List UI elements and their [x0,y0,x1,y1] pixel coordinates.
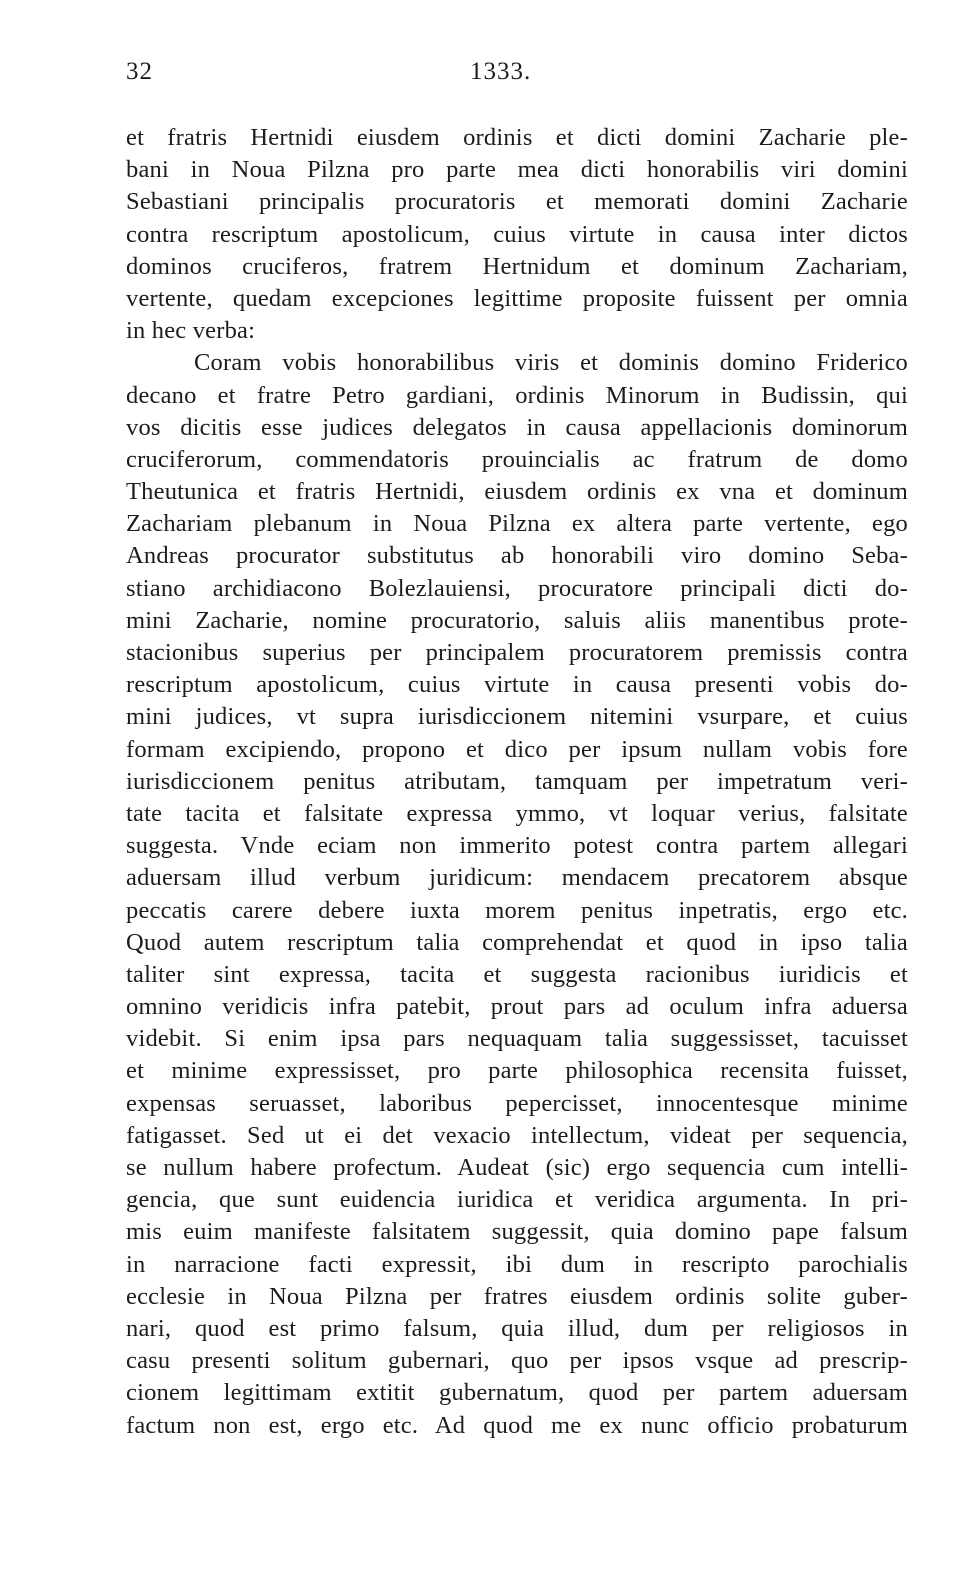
text-line: in narracione facti expressit, ibi dum in rescripto parochialis [126,1250,908,1278]
text-line: in hec verba: [126,317,256,345]
text-line: factum non est, ergo etc. Ad quod me ex nunc officio probaturum [126,1411,908,1439]
text-line: rescriptum apostolicum, cuius virtute in causa presenti vobis do- [126,671,908,699]
body-text [126,122,908,1442]
text-line: expensas seruasset, laboribus pepercisset, innocentesque minime [126,1089,908,1117]
text-line: et minime expressisset, pro parte philosophica recensita fuisset, [126,1057,908,1085]
text-line: mis euim manifeste falsitatem suggessit, quia domino pape falsum [126,1218,908,1246]
text-line: dominos cruciferos, fratrem Hertnidum et dominum Zachariam, [126,252,908,280]
running-head-year: 1333. [470,58,532,85]
text-line: Sebastiani principalis procuratoris et memorati domini Zacharie [126,188,908,216]
text-line: stacionibus superius per principalem procuratorem premissis contra [126,639,908,666]
text-line: fatigasset. Sed ut ei det vexacio intellectum, videat per sequencia, [126,1121,908,1149]
text-line: Quod autem rescriptum talia comprehendat et quod in ipso talia [126,928,908,956]
text-line: se nullum habere profectum. Audeat (sic) ergo sequencia cum intelli- [126,1154,908,1181]
text-line: omnino veridicis infra patebit, prout pars ad oculum infra aduersa [126,993,908,1021]
text-line: iurisdiccionem penitus atributam, tamquam per impetratum veri- [126,767,908,795]
text-line: ecclesie in Noua Pilzna per fratres eiusdem ordinis solite guber- [126,1282,908,1310]
text-line: Theutunica et fratris Hertnidi, eiusdem ordinis ex vna et dominum [126,478,908,506]
text-line: contra rescriptum apostolicum, cuius virtute in causa inter dictos [126,220,908,248]
paragraph-start-line: Coram vobis honorabilibus viris et dominis domino Friderico [194,349,908,377]
text-line: et fratris Hertnidi eiusdem ordinis et dicti domini Zacharie ple- [126,124,908,151]
text-line: stiano archidiacono Bolezlauiensi, procuratore principali dicti do- [126,574,908,602]
text-line: suggesta. Vnde eciam non immerito potest contra partem allegari [126,832,908,860]
text-line: bani in Noua Pilzna pro parte mea dicti honorabilis viri domini [126,156,908,184]
text-line: videbit. Si enim ipsa pars nequaquam talia suggessisset, tacuisset [126,1025,908,1053]
text-line: decano et fratre Petro gardiani, ordinis Minorum in Budissin, qui [126,381,908,409]
text-line: Zachariam plebanum in Noua Pilzna ex altera parte vertente, ego [126,510,908,538]
text-line: vos dicitis esse judices delegatos in causa appellacionis dominorum [126,413,908,441]
text-line: formam excipiendo, propono et dico per ipsum nullam vobis fore [126,735,908,763]
page-number: 32 [126,58,153,85]
text-line: mini Zacharie, nomine procuratorio, saluis aliis manentibus prote- [126,606,908,634]
text-line: casu presenti solitum gubernari, quo per ipsos vsque ad prescrip- [126,1347,908,1375]
text-line: cruciferorum, commendatoris prouincialis ac fratrum de domo [126,445,908,473]
text-line: nari, quod est primo falsum, quia illud, dum per religiosos in [126,1314,908,1342]
text-line: tate tacita et falsitate expressa ymmo, vt loquar verius, falsitate [126,799,908,827]
text-line: gencia, que sunt euidencia iuridica et veridica argumenta. In pri- [126,1186,908,1214]
text-line: mini judices, vt supra iurisdiccionem nitemini vsurpare, et cuius [126,703,908,731]
text-line: peccatis carere debere iuxta morem penitus inpetratis, ergo etc. [126,896,908,924]
text-line: taliter sint expressa, tacita et suggesta racionibus iuridicis et [126,960,908,988]
text-line: cionem legittimam extitit gubernatum, quod per partem aduersam [126,1379,908,1407]
text-line: aduersam illud verbum juridicum: mendacem precatorem absque [126,864,908,892]
text-line: vertente, quedam excepciones legittime proposite fuissent per omnia [126,284,908,312]
text-line: Andreas procurator substitutus ab honorabili viro domino Seba- [126,542,908,570]
